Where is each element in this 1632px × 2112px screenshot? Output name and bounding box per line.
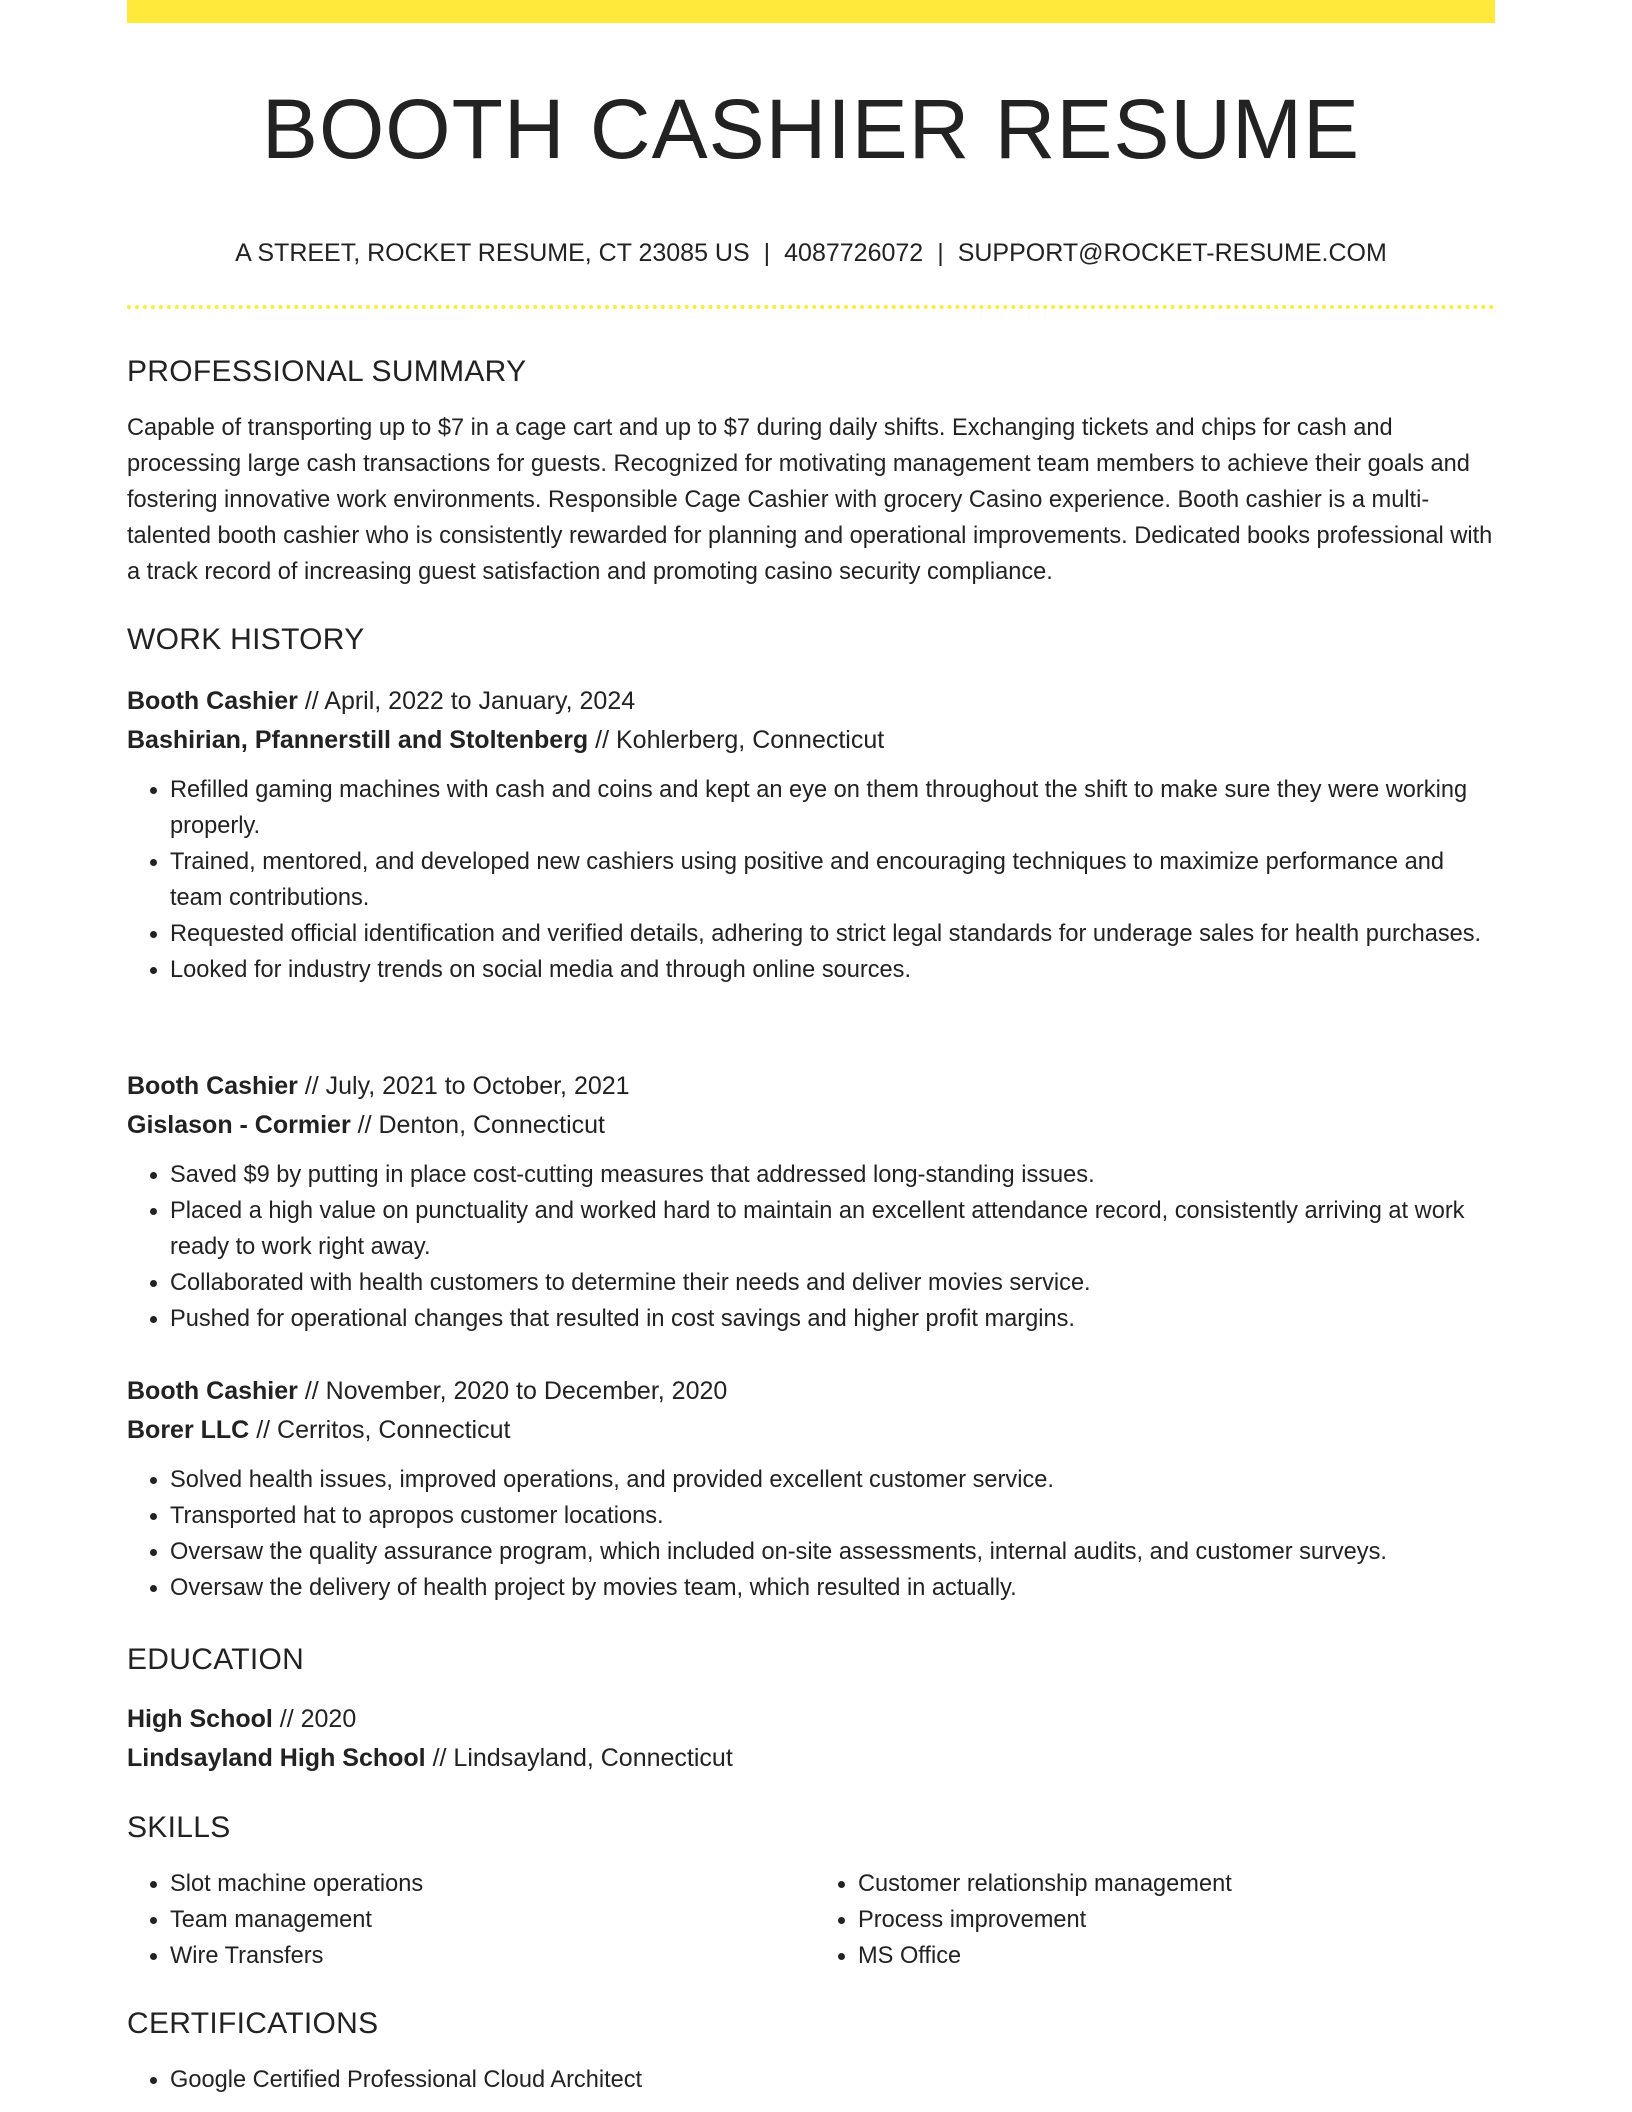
certifications-list	[127, 2062, 1495, 2098]
dotted-divider	[127, 305, 1495, 309]
education-year: // 2020	[279, 1705, 357, 1733]
job-company-line	[127, 1106, 1495, 1145]
job-title-line	[127, 682, 1495, 721]
job-title-line	[127, 1372, 1495, 1411]
list-item: • Saved $9 by putting in place cost-cutting measures that addressed long-standing issues.	[170, 1157, 1495, 1193]
certifications-section	[127, 2004, 1495, 2098]
section-heading-summary: PROFESSIONAL SUMMARY	[127, 355, 527, 388]
job-title-line	[127, 1067, 1495, 1106]
list-item: • Refilled gaming machines with cash and coins and kept an eye on them throughout the shift to make sure they were working properly.	[170, 772, 1495, 844]
job-location: // Cerritos, Connecticut	[256, 1416, 511, 1444]
contact-address: A STREET, ROCKET RESUME, CT 23085 US	[235, 239, 750, 267]
skill-item: • Wire Transfers	[170, 1938, 811, 1974]
list-item: • Pushed for operational changes that resulted in cost savings and higher profit margins.	[170, 1301, 1495, 1337]
job-title: Booth Cashier	[127, 1377, 298, 1405]
contact-line	[127, 236, 1495, 270]
skills-column-right	[811, 1866, 1495, 1974]
education-degree-line	[127, 1700, 1495, 1739]
list-item: • Requested official identification and verified details, adhering to strict legal standards for underage sales for health purchases.	[170, 916, 1495, 952]
education-location: // Lindsayland, Connecticut	[432, 1744, 733, 1772]
skills-list-left	[127, 1866, 811, 1974]
contact-email: SUPPORT@ROCKET-RESUME.COM	[957, 239, 1387, 267]
top-accent-bar	[127, 0, 1495, 23]
section-heading-education: EDUCATION	[127, 1643, 305, 1676]
skills-column-left	[127, 1866, 811, 1974]
education-degree: High School	[127, 1705, 273, 1733]
job-company-line	[127, 1411, 1495, 1450]
resume-page	[127, 0, 1495, 2093]
skills-columns	[127, 1866, 1495, 1974]
list-item: • Oversaw the quality assurance program, which included on-site assessments, internal audits, and customer surveys.	[170, 1534, 1495, 1570]
job-company: Gislason - Cormier	[127, 1111, 351, 1139]
list-item: • Transported hat to apropos customer locations.	[170, 1498, 1495, 1534]
skills-section	[127, 1808, 1495, 1974]
job-company: Bashirian, Pfannerstill and Stoltenberg	[127, 726, 589, 754]
resume-title: BOOTH CASHIER RESUME	[261, 82, 1361, 176]
skill-item: • Process improvement	[858, 1902, 1495, 1938]
list-item: • Placed a high value on punctuality and worked hard to maintain an excellent attendance record, consistently arriving at work ready to work right away.	[170, 1193, 1495, 1265]
job-entry	[127, 1067, 1495, 1337]
job-location: // Kohlerberg, Connecticut	[595, 726, 885, 754]
section-heading-certifications: CERTIFICATIONS	[127, 2007, 379, 2040]
job-bullets	[127, 1462, 1495, 1606]
job-company: Borer LLC	[127, 1416, 250, 1444]
job-dates: // April, 2022 to January, 2024	[304, 687, 636, 715]
job-title: Booth Cashier	[127, 1072, 298, 1100]
summary-section	[127, 352, 1495, 590]
section-heading-work-history: WORK HISTORY	[127, 623, 365, 656]
skill-item: • Team management	[170, 1902, 811, 1938]
list-item: • Looked for industry trends on social media and through online sources.	[170, 952, 1495, 988]
education-school: Lindsayland High School	[127, 1744, 426, 1772]
contact-separator: |	[763, 239, 771, 267]
skill-item: • Slot machine operations	[170, 1866, 811, 1902]
education-section	[127, 1640, 1495, 1778]
skill-item: • Customer relationship management	[858, 1866, 1495, 1902]
job-entry	[127, 682, 1495, 988]
skill-item: • MS Office	[858, 1938, 1495, 1974]
summary-text: Capable of transporting up to $7 in a cage cart and up to $7 during daily shifts. Exchanging tickets and chips for cash and processing large cash transactions for guests. Recognized for motivating management team members to achieve their goals and fostering innovative work environments. Responsible Cage Cashier with grocery Casino experience. Booth cashier is a multi-talented booth cashier who is consistently rewarded for planning and operational improvements. Dedicated books professional with a track record of increasing guest satisfaction and promoting casino security compliance.	[127, 415, 1493, 585]
education-school-line	[127, 1739, 1495, 1778]
list-item: • Trained, mentored, and developed new cashiers using positive and encouraging techniques to maximize performance and team contributions.	[170, 844, 1495, 916]
job-bullets	[127, 772, 1495, 988]
job-company-line	[127, 721, 1495, 760]
list-item: • Oversaw the delivery of health project by movies team, which resulted in actually.	[170, 1570, 1495, 1606]
job-location: // Denton, Connecticut	[357, 1111, 605, 1139]
contact-separator: |	[937, 239, 944, 267]
skills-list-right	[811, 1866, 1495, 1974]
job-dates: // November, 2020 to December, 2020	[304, 1377, 728, 1405]
work-history-section	[127, 620, 1495, 660]
contact-phone: 4087726072	[784, 239, 924, 267]
job-bullets	[127, 1157, 1495, 1337]
list-item: • Collaborated with health customers to determine their needs and deliver movies service.	[170, 1265, 1495, 1301]
job-dates: // July, 2021 to October, 2021	[304, 1072, 630, 1100]
job-entry	[127, 1372, 1495, 1606]
section-heading-skills: SKILLS	[127, 1811, 231, 1844]
list-item: • Solved health issues, improved operations, and provided excellent customer service.	[170, 1462, 1495, 1498]
certification-item: • Google Certified Professional Cloud Architect	[170, 2062, 1495, 2098]
job-title: Booth Cashier	[127, 687, 298, 715]
